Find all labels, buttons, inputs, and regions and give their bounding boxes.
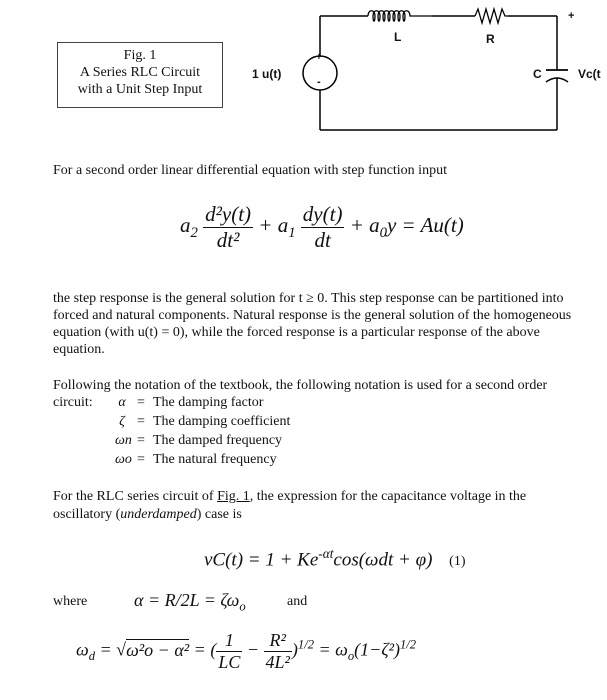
differential-equation: [180, 202, 464, 253]
inductor-coil: [368, 11, 432, 22]
fig-1-link[interactable]: Fig. 1: [217, 489, 250, 504]
notation-row: ωo = The natural frequency: [115, 452, 277, 467]
resistor-label: R: [486, 32, 495, 46]
figure-caption-line2: with a Unit Step Input: [77, 82, 203, 97]
intro-text: For a second order linear differential equation with step function input: [53, 163, 447, 178]
de-tail: + $a_0y = Au(t)$: [349, 213, 464, 242]
fraction-1-over-lc: $\frac{1}{LC}$: [218, 630, 241, 672]
source-label: 1 u(t): [252, 67, 282, 81]
capacitor-voltage-equation: $vC(t) = 1 + Ke^{-\alpha t}\cos(\omega dt + \varphi)$ (1): [204, 546, 466, 571]
resistor-zigzag: [475, 9, 508, 23]
figure-caption-box: [57, 42, 223, 108]
rlc-line-2: oscillatory (underdamped) case is: [53, 507, 242, 522]
damped-frequency-equation: $\omega_d = √\omega^2o - \alpha^2$ = ( $\frac{1}{LC}$ − $\frac{\text{R²}}{\text{4L²}}$ )$^{1/2} = \omega_o(1-\zeta^2)^{1/2}$: [76, 630, 417, 672]
de-fraction-first-derivative: $\frac{dy(t)}{dt}$: [302, 202, 343, 252]
sqrt-radicand: ω²o − α²: [126, 639, 190, 660]
notation-intro: Following the notation of the textbook, the following notation is used for a second order: [53, 378, 548, 393]
notation-row: ζ = The damping coefficient: [119, 414, 291, 429]
alpha-equation: $\alpha = R/2L = \zeta\omega_o$: [134, 590, 246, 614]
sqrt-symbol: √: [116, 639, 127, 660]
response-line-2: forced and natural components. Natural response is the general solution of the homogeneous: [53, 308, 572, 323]
notation-prefix: circuit:: [53, 395, 93, 410]
figure-title: Fig. 1: [123, 48, 157, 63]
de-coef-a2: $a_2$: [180, 213, 198, 242]
source-minus-sign: -: [317, 76, 321, 88]
and-label: and: [287, 594, 308, 609]
notation-row: ωn = The damped frequency: [115, 433, 283, 448]
source-plus-sign: +: [316, 52, 322, 63]
inductor-label: L: [394, 30, 402, 44]
notation-row: α = The damping factor: [118, 395, 264, 410]
response-line-3: equation (with u(t) = 0), while the forced response is a particular response of the above: [53, 325, 540, 340]
vc-label: Vc(t: [578, 67, 601, 81]
de-fraction-second-derivative: $\frac{\text{d²y(t)}}{\text{dt²}}$: [205, 202, 252, 252]
equation-number: (1): [449, 554, 466, 570]
response-line-1: the step response is the general solution for t ≥ 0. This step response can be partitioned into: [53, 291, 564, 306]
capacitor-label: C: [533, 67, 542, 81]
de-plus-a1: + $a_1$: [258, 213, 296, 242]
rlc-line-1: For the RLC series circuit of Fig. 1, the expression for the capacitance voltage in the: [53, 489, 527, 504]
capacitor-plus-sign: +: [568, 10, 575, 22]
where-label: where: [53, 594, 88, 609]
response-line-4: equation.: [53, 342, 105, 357]
figure-caption-line1: A Series RLC Circuit: [79, 65, 201, 80]
fraction-r2-over-4l2: $\frac{\text{R²}}{\text{4L²}}$: [265, 630, 290, 672]
